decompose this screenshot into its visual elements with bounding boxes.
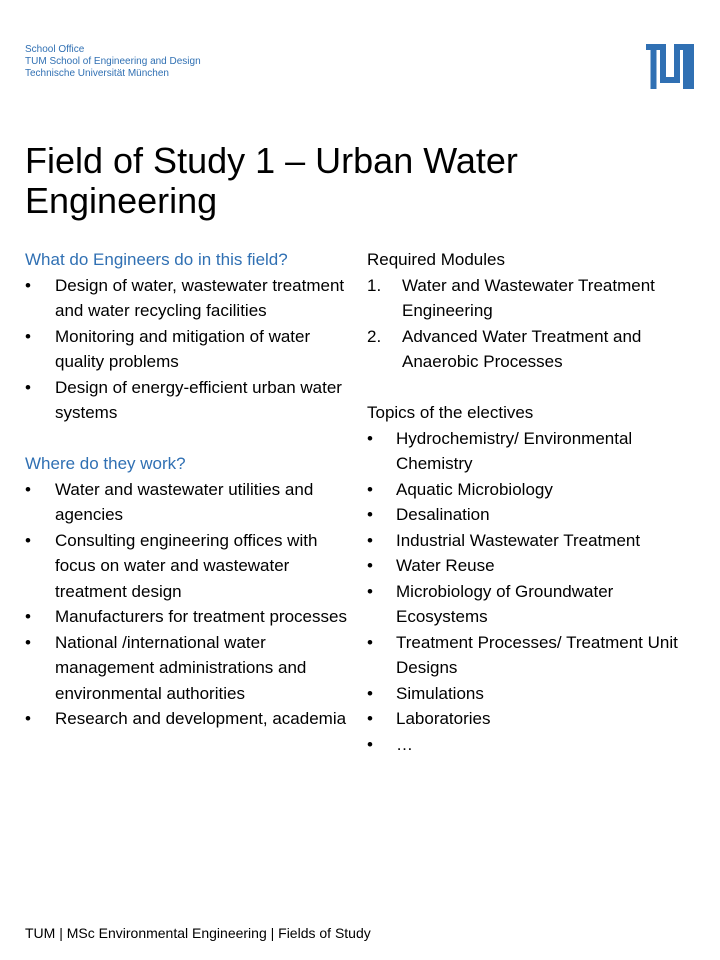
bullet-icon: • xyxy=(367,556,373,575)
required-modules-list xyxy=(367,273,697,375)
bullet-icon: • xyxy=(367,709,373,728)
required-modules-heading: Required Modules xyxy=(367,250,505,269)
left-column xyxy=(25,247,355,732)
bullet-icon: • xyxy=(25,377,31,397)
list-item-text: Treatment Processes/ Treatment Unit Designs xyxy=(396,632,678,677)
list-item xyxy=(25,604,355,630)
title-line-2: Engineering xyxy=(25,180,218,221)
list-item-text: Laboratories xyxy=(396,709,491,728)
list-item-text: Water Reuse xyxy=(396,556,495,575)
bullet-icon: • xyxy=(25,479,31,499)
bullet-icon: • xyxy=(25,326,31,346)
bullet-icon: • xyxy=(367,734,373,754)
list-item-text: Industrial Wastewater Treatment xyxy=(396,530,641,550)
list-item-text: Microbiology of Groundwater Ecosystems xyxy=(396,581,614,626)
list-item-text: … xyxy=(396,734,413,754)
bullet-icon: • xyxy=(367,530,373,550)
org-line-university: Technische Universität München xyxy=(25,68,169,79)
list-item-text: Water and wastewater utilities and agencies xyxy=(55,479,314,524)
bullet-icon: • xyxy=(367,428,373,448)
list-number: 2. xyxy=(367,326,382,346)
list-item-text: Manufacturers for treatment processes xyxy=(55,607,347,626)
bullet-icon: • xyxy=(25,275,31,295)
list-item xyxy=(25,375,355,426)
org-line-school-office: School Office xyxy=(25,44,85,55)
bullet-icon: • xyxy=(367,479,373,499)
list-item xyxy=(367,732,697,758)
bullet-icon: • xyxy=(25,530,31,550)
list-item-text: Water and Wastewater Treatment Engineering xyxy=(402,275,655,320)
list-item-text: Hydrochemistry/ Environmental Chemistry xyxy=(396,428,633,473)
list-item-text: Design of energy-efficient urban water systems xyxy=(55,377,342,422)
electives-heading: Topics of the electives xyxy=(367,403,534,422)
list-item-text: Design of water, wastewater treatment and water recycling facilities xyxy=(55,275,345,320)
bullet-icon: • xyxy=(25,632,31,652)
list-item xyxy=(367,706,697,732)
tum-logo xyxy=(646,44,694,89)
bullet-icon: • xyxy=(367,581,373,601)
workplaces-list xyxy=(25,477,355,732)
list-item-text: Consulting engineering offices with focus on water and wastewater treatment design xyxy=(55,530,318,601)
list-item-text: Research and development, academia xyxy=(55,709,347,728)
right-column xyxy=(367,247,697,757)
list-item xyxy=(367,579,697,630)
footer: TUM | MSc Environmental Engineering | Fields of Study xyxy=(25,925,371,941)
list-item xyxy=(367,681,697,707)
title-line-1: Field of Study 1 – Urban Water xyxy=(25,140,518,181)
list-item xyxy=(367,553,697,579)
list-item xyxy=(25,528,355,605)
bullet-icon: • xyxy=(367,683,373,703)
list-item xyxy=(367,477,697,503)
list-item xyxy=(367,528,697,554)
list-item-text: Monitoring and mitigation of water quality problems xyxy=(55,326,311,371)
list-item xyxy=(25,477,355,528)
list-item xyxy=(25,273,355,324)
list-item xyxy=(25,630,355,707)
electives-list xyxy=(367,426,697,758)
list-item xyxy=(25,324,355,375)
list-item xyxy=(25,706,355,732)
list-item xyxy=(367,502,697,528)
bullet-icon: • xyxy=(367,505,373,524)
engineers-role-heading: What do Engineers do in this field? xyxy=(25,250,288,269)
list-item xyxy=(367,630,697,681)
school-office-header xyxy=(25,44,201,80)
list-item-text: Aquatic Microbiology xyxy=(396,479,553,499)
workplaces-heading: Where do they work? xyxy=(25,454,186,473)
list-item xyxy=(367,273,697,324)
bullet-icon: • xyxy=(25,607,31,626)
org-line-school: TUM School of Engineering and Design xyxy=(25,56,201,67)
list-number: 1. xyxy=(367,275,382,295)
bullet-icon: • xyxy=(367,632,373,652)
list-item-text: Advanced Water Treatment and Anaerobic Processes xyxy=(402,326,642,371)
list-item-text: Desalination xyxy=(396,505,490,524)
bullet-icon: • xyxy=(25,709,31,728)
list-item xyxy=(367,324,697,375)
list-item-text: Simulations xyxy=(396,683,484,703)
list-item-text: National /international water management administrations and environmental authorities xyxy=(55,632,307,703)
engineers-role-list xyxy=(25,273,355,426)
page-title xyxy=(25,141,685,221)
list-item xyxy=(367,426,697,477)
